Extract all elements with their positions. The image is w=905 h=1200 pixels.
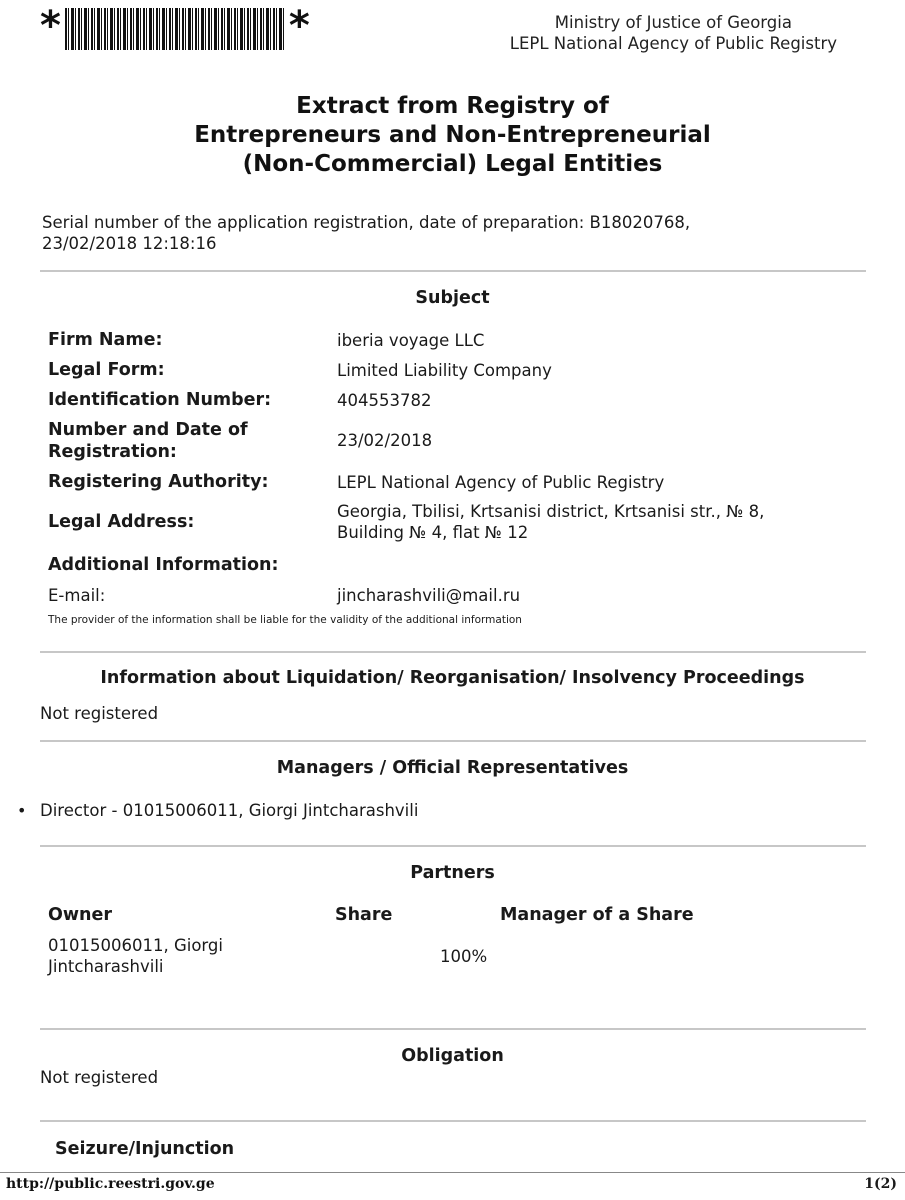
partner-owner-line-2: Jintcharashvili [48,957,164,976]
agency-name: LEPL National Agency of Public Registry [509,34,837,53]
partners-col-share: Share [335,905,393,925]
firm-name-label: Firm Name: [48,330,163,350]
title-line-1: Extract from Registry of [296,93,609,119]
partner-share: 100% [440,947,488,966]
seizure-heading: Seizure/Injunction [55,1139,235,1159]
manager-item: Director - 01015006011, Giorgi Jintcharashvili [40,801,419,820]
registration-value: 23/02/2018 [337,431,433,450]
divider [40,1028,866,1030]
liquidation-heading: Information about Liquidation/ Reorganisation/ Insolvency Proceedings [100,668,805,688]
additional-information-label: Additional Information: [48,555,279,575]
registering-authority-value: LEPL National Agency of Public Registry [337,473,665,492]
disclaimer-text: The provider of the information shall be liable for the validity of the additional information [48,614,522,626]
divider [40,1120,866,1122]
obligation-value: Not registered [40,1068,159,1087]
legal-form-value: Limited Liability Company [337,361,552,380]
divider [40,845,866,847]
obligation-heading: Obligation [401,1046,504,1066]
issuer-block [510,12,837,54]
barcode-star-left: * [40,3,61,49]
partners-heading: Partners [410,863,495,883]
legal-address-line-2: Building № 4, flat № 12 [337,523,529,542]
legal-form-label: Legal Form: [48,360,165,380]
footer-url-link[interactable]: http://public.reestri.gov.ge [6,1176,215,1192]
registration-label-line-2: Registration: [48,442,177,462]
email-value: jincharashvili@mail.ru [337,586,521,605]
barcode-bars [65,8,285,50]
serial-info [42,212,842,254]
serial-line-1: Serial number of the application registration, date of preparation: B18020768, [42,213,691,232]
identification-number-label: Identification Number: [48,390,272,410]
subject-heading: Subject [415,288,490,308]
registration-label [48,419,248,463]
managers-heading: Managers / Official Representatives [276,758,629,778]
divider [40,740,866,742]
firm-name-value: iberia voyage LLC [337,331,485,350]
liquidation-value: Not registered [40,704,159,723]
legal-address-value [337,501,764,543]
barcode-star-right: * [288,3,310,49]
footer-divider [0,1172,905,1173]
legal-address-line-1: Georgia, Tbilisi, Krtsanisi district, Krtsanisi str., № 8, [337,502,765,521]
divider [40,270,866,272]
serial-line-2: 23/02/2018 12:18:16 [42,234,217,253]
title-line-2: Entrepreneurs and Non-Entrepreneurial [194,122,711,148]
divider [40,651,866,653]
manager-bullet: • [17,801,27,820]
partner-owner-line-1: 01015006011, Giorgi [48,936,223,955]
partners-col-owner: Owner [48,905,113,925]
registration-label-line-1: Number and Date of [48,420,248,440]
page-number: 1(2) [864,1176,897,1192]
identification-number-value: 404553782 [337,391,432,410]
document-title [0,92,905,179]
legal-address-label: Legal Address: [48,512,195,532]
ministry-name: Ministry of Justice of Georgia [554,13,792,32]
registering-authority-label: Registering Authority: [48,472,269,492]
title-line-3: (Non-Commercial) Legal Entities [242,151,663,177]
email-label: E-mail: [48,586,106,605]
partners-col-manager: Manager of a Share [500,905,694,925]
barcode [40,3,320,52]
partner-owner [48,935,223,977]
